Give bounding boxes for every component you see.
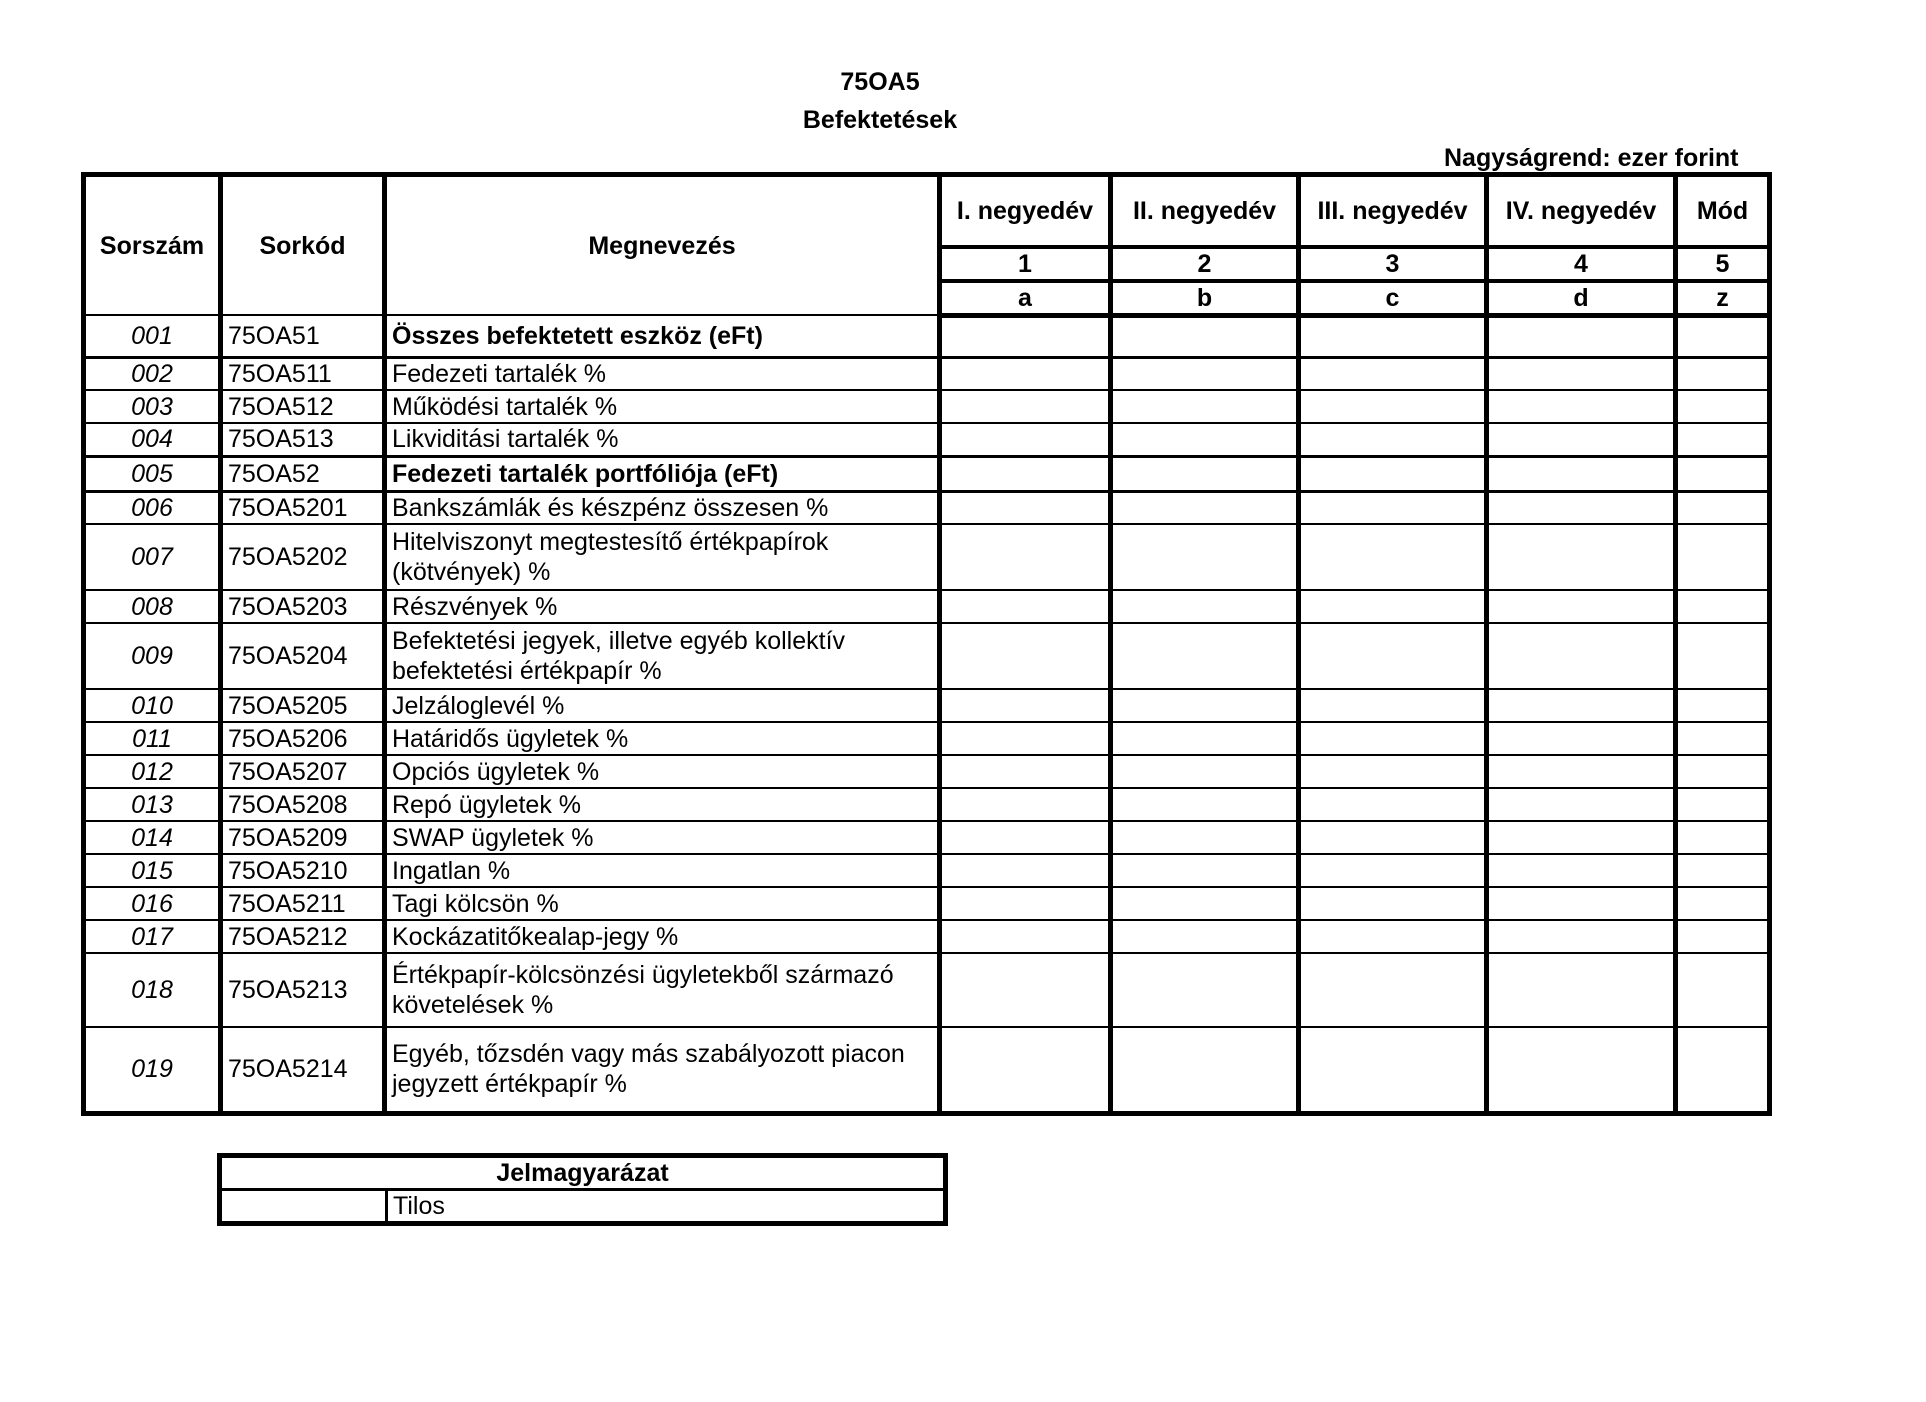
data-cell-mod[interactable]	[1676, 755, 1770, 788]
data-cell-4[interactable]	[1487, 315, 1676, 357]
data-cell-2[interactable]	[1111, 315, 1299, 357]
row-name: Egyéb, tőzsdén vagy más szabályozott piacon jegyzett értékpapír %	[385, 1027, 940, 1113]
data-cell-mod[interactable]	[1676, 524, 1770, 590]
data-cell-4[interactable]	[1487, 821, 1676, 854]
table-row	[84, 623, 1770, 689]
header-letter-b: b	[1111, 281, 1299, 316]
header-sorkod: Sorkód	[221, 175, 385, 316]
row-number: 017	[84, 920, 221, 953]
table-row	[84, 491, 1770, 524]
header-megnevezes: Megnevezés	[385, 175, 940, 316]
table-row	[84, 821, 1770, 854]
data-cell-mod[interactable]	[1676, 821, 1770, 854]
data-cell-4[interactable]	[1487, 423, 1676, 456]
data-cell-2[interactable]	[1111, 689, 1299, 722]
table-row	[84, 722, 1770, 755]
row-name: Fedezeti tartalék %	[385, 357, 940, 390]
row-name: Tagi kölcsön %	[385, 887, 940, 920]
data-cell-2[interactable]	[1111, 623, 1299, 689]
data-cell-1[interactable]	[940, 755, 1111, 788]
row-number: 004	[84, 423, 221, 456]
data-cell-4[interactable]	[1487, 390, 1676, 423]
header-num-2: 2	[1111, 247, 1299, 281]
data-cell-2[interactable]	[1111, 423, 1299, 456]
data-cell-1[interactable]	[940, 953, 1111, 1027]
table-row	[84, 423, 1770, 456]
legend-table	[217, 1153, 948, 1226]
data-cell-mod[interactable]	[1676, 854, 1770, 887]
header-sorszam: Sorszám	[84, 175, 221, 316]
unit-label: Nagyságrend: ezer forint	[1444, 144, 1739, 172]
row-number: 013	[84, 788, 221, 821]
data-cell-2[interactable]	[1111, 456, 1299, 491]
data-cell-4[interactable]	[1487, 788, 1676, 821]
data-cell-2[interactable]	[1111, 887, 1299, 920]
legend-swatch	[220, 1190, 387, 1224]
header-num-3: 3	[1299, 247, 1487, 281]
row-number: 003	[84, 390, 221, 423]
row-code: 75OA5206	[221, 722, 385, 755]
row-name: Ingatlan %	[385, 854, 940, 887]
row-code: 75OA5214	[221, 1027, 385, 1113]
table-row	[84, 390, 1770, 423]
data-cell-3[interactable]	[1299, 722, 1487, 755]
data-cell-1[interactable]	[940, 788, 1111, 821]
data-cell-1[interactable]	[940, 423, 1111, 456]
data-cell-1[interactable]	[940, 357, 1111, 390]
data-cell-mod[interactable]	[1676, 1027, 1770, 1113]
table-row	[84, 788, 1770, 821]
data-cell-1[interactable]	[940, 456, 1111, 491]
row-code: 75OA5211	[221, 887, 385, 920]
data-cell-4[interactable]	[1487, 491, 1676, 524]
data-cell-4[interactable]	[1487, 854, 1676, 887]
data-cell-2[interactable]	[1111, 821, 1299, 854]
data-cell-mod[interactable]	[1676, 390, 1770, 423]
row-code: 75OA5212	[221, 920, 385, 953]
table-row	[84, 456, 1770, 491]
data-cell-mod[interactable]	[1676, 722, 1770, 755]
row-name: Kockázatitőkealap-jegy %	[385, 920, 940, 953]
data-cell-2[interactable]	[1111, 722, 1299, 755]
data-cell-2[interactable]	[1111, 755, 1299, 788]
data-cell-1[interactable]	[940, 854, 1111, 887]
row-name: SWAP ügyletek %	[385, 821, 940, 854]
data-cell-3[interactable]	[1299, 755, 1487, 788]
data-cell-3[interactable]	[1299, 390, 1487, 423]
data-cell-3[interactable]	[1299, 821, 1487, 854]
row-number: 010	[84, 689, 221, 722]
row-name: Részvények %	[385, 590, 940, 623]
row-number: 002	[84, 357, 221, 390]
row-number: 008	[84, 590, 221, 623]
data-cell-3[interactable]	[1299, 887, 1487, 920]
legend-label: Tilos	[387, 1190, 946, 1224]
data-cell-2[interactable]	[1111, 390, 1299, 423]
data-cell-3[interactable]	[1299, 357, 1487, 390]
header-quarter-1: I. negyedév	[940, 175, 1111, 247]
data-cell-mod[interactable]	[1676, 357, 1770, 390]
form-title: Befektetések	[802, 106, 958, 134]
data-cell-3[interactable]	[1299, 315, 1487, 357]
data-cell-1[interactable]	[940, 722, 1111, 755]
row-code: 75OA5209	[221, 821, 385, 854]
row-name: Határidős ügyletek %	[385, 722, 940, 755]
data-cell-4[interactable]	[1487, 953, 1676, 1027]
form-code: 75OA5	[840, 68, 920, 96]
data-cell-3[interactable]	[1299, 590, 1487, 623]
row-code: 75OA5204	[221, 623, 385, 689]
data-cell-1[interactable]	[940, 315, 1111, 357]
data-cell-3[interactable]	[1299, 623, 1487, 689]
data-cell-4[interactable]	[1487, 755, 1676, 788]
header-quarter-3: III. negyedév	[1299, 175, 1487, 247]
data-cell-3[interactable]	[1299, 524, 1487, 590]
data-cell-mod[interactable]	[1676, 788, 1770, 821]
row-code: 75OA5208	[221, 788, 385, 821]
row-number: 011	[84, 722, 221, 755]
row-number: 007	[84, 524, 221, 590]
data-cell-4[interactable]	[1487, 524, 1676, 590]
data-cell-4[interactable]	[1487, 887, 1676, 920]
data-cell-2[interactable]	[1111, 357, 1299, 390]
data-cell-4[interactable]	[1487, 722, 1676, 755]
row-name: Értékpapír-kölcsönzési ügyletekből származó követelések %	[385, 953, 940, 1027]
table-row	[84, 953, 1770, 1027]
table-row	[84, 315, 1770, 357]
data-cell-2[interactable]	[1111, 524, 1299, 590]
data-cell-mod[interactable]	[1676, 953, 1770, 1027]
data-cell-1[interactable]	[940, 390, 1111, 423]
row-number: 014	[84, 821, 221, 854]
table-row	[84, 755, 1770, 788]
table-row	[84, 357, 1770, 390]
data-cell-1[interactable]	[940, 590, 1111, 623]
row-number: 001	[84, 315, 221, 357]
data-cell-mod[interactable]	[1676, 623, 1770, 689]
data-cell-3[interactable]	[1299, 423, 1487, 456]
table-row	[84, 854, 1770, 887]
data-cell-2[interactable]	[1111, 1027, 1299, 1113]
table-row	[84, 590, 1770, 623]
table-row	[84, 1027, 1770, 1113]
table-row	[84, 920, 1770, 953]
row-name: Hitelviszonyt megtestesítő értékpapírok (kötvények) %	[385, 524, 940, 590]
header-letter-z: z	[1676, 281, 1770, 316]
data-cell-mod[interactable]	[1676, 920, 1770, 953]
row-code: 75OA5202	[221, 524, 385, 590]
data-cell-3[interactable]	[1299, 1027, 1487, 1113]
row-code: 75OA5201	[221, 491, 385, 524]
row-name: Repó ügyletek %	[385, 788, 940, 821]
data-cell-3[interactable]	[1299, 788, 1487, 821]
header-num-4: 4	[1487, 247, 1676, 281]
data-cell-2[interactable]	[1111, 953, 1299, 1027]
data-cell-4[interactable]	[1487, 623, 1676, 689]
data-cell-4[interactable]	[1487, 689, 1676, 722]
data-cell-mod[interactable]	[1676, 887, 1770, 920]
row-number: 012	[84, 755, 221, 788]
data-cell-3[interactable]	[1299, 854, 1487, 887]
data-cell-1[interactable]	[940, 524, 1111, 590]
row-code: 75OA52	[221, 456, 385, 491]
header-letter-d: d	[1487, 281, 1676, 316]
row-name: Működési tartalék %	[385, 390, 940, 423]
row-name: Fedezeti tartalék portfóliója (eFt)	[385, 456, 940, 491]
data-cell-1[interactable]	[940, 689, 1111, 722]
data-cell-2[interactable]	[1111, 491, 1299, 524]
data-cell-2[interactable]	[1111, 920, 1299, 953]
row-code: 75OA513	[221, 423, 385, 456]
row-name: Összes befektetett eszköz (eFt)	[385, 315, 940, 357]
header-letter-c: c	[1299, 281, 1487, 316]
header-letter-a: a	[940, 281, 1111, 316]
data-cell-1[interactable]	[940, 887, 1111, 920]
row-code: 75OA51	[221, 315, 385, 357]
row-name: Befektetési jegyek, illetve egyéb kollektív befektetési értékpapír %	[385, 623, 940, 689]
data-cell-3[interactable]	[1299, 689, 1487, 722]
data-cell-mod[interactable]	[1676, 590, 1770, 623]
row-name: Jelzáloglevél %	[385, 689, 940, 722]
data-cell-3[interactable]	[1299, 953, 1487, 1027]
data-cell-mod[interactable]	[1676, 423, 1770, 456]
investments-table	[81, 172, 1772, 1116]
data-cell-3[interactable]	[1299, 491, 1487, 524]
header-num-5: 5	[1676, 247, 1770, 281]
data-cell-4[interactable]	[1487, 1027, 1676, 1113]
row-code: 75OA512	[221, 390, 385, 423]
row-number: 016	[84, 887, 221, 920]
row-number: 019	[84, 1027, 221, 1113]
row-code: 75OA511	[221, 357, 385, 390]
data-cell-1[interactable]	[940, 623, 1111, 689]
table-row	[84, 689, 1770, 722]
table-row	[84, 524, 1770, 590]
data-cell-mod[interactable]	[1676, 491, 1770, 524]
row-code: 75OA5205	[221, 689, 385, 722]
row-name: Bankszámlák és készpénz összesen %	[385, 491, 940, 524]
row-number: 018	[84, 953, 221, 1027]
data-cell-4[interactable]	[1487, 357, 1676, 390]
data-cell-4[interactable]	[1487, 456, 1676, 491]
row-number: 009	[84, 623, 221, 689]
row-code: 75OA5207	[221, 755, 385, 788]
header-num-1: 1	[940, 247, 1111, 281]
row-name: Likviditási tartalék %	[385, 423, 940, 456]
row-code: 75OA5210	[221, 854, 385, 887]
row-number: 015	[84, 854, 221, 887]
data-cell-mod[interactable]	[1676, 456, 1770, 491]
table-row	[84, 887, 1770, 920]
data-cell-2[interactable]	[1111, 854, 1299, 887]
data-cell-3[interactable]	[1299, 456, 1487, 491]
data-cell-1[interactable]	[940, 821, 1111, 854]
row-code: 75OA5203	[221, 590, 385, 623]
row-number: 005	[84, 456, 221, 491]
header-mod: Mód	[1676, 175, 1770, 247]
data-cell-2[interactable]	[1111, 788, 1299, 821]
row-number: 006	[84, 491, 221, 524]
data-cell-4[interactable]	[1487, 590, 1676, 623]
data-cell-1[interactable]	[940, 1027, 1111, 1113]
header-quarter-4: IV. negyedév	[1487, 175, 1676, 247]
legend-title: Jelmagyarázat	[220, 1156, 946, 1190]
data-cell-mod[interactable]	[1676, 315, 1770, 357]
header-quarter-2: II. negyedév	[1111, 175, 1299, 247]
data-cell-mod[interactable]	[1676, 689, 1770, 722]
row-code: 75OA5213	[221, 953, 385, 1027]
data-cell-1[interactable]	[940, 491, 1111, 524]
data-cell-3[interactable]	[1299, 920, 1487, 953]
row-name: Opciós ügyletek %	[385, 755, 940, 788]
data-cell-1[interactable]	[940, 920, 1111, 953]
data-cell-4[interactable]	[1487, 920, 1676, 953]
data-cell-2[interactable]	[1111, 590, 1299, 623]
